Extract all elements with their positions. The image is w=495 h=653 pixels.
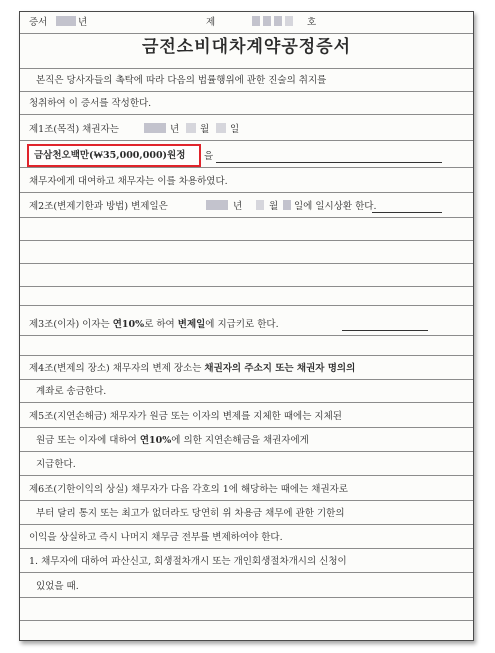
amount-suffix: 을: [204, 151, 214, 162]
article4-place: 채권자의 주소지 또는 채권자 명의의: [204, 363, 356, 374]
article3-text: [29, 318, 279, 332]
article5-line3: 지급한다.: [36, 459, 76, 470]
loan-amount: 금삼천오백만(₩35,000,000)원정: [34, 150, 186, 161]
article3-row: [20, 306, 473, 336]
article6-item1-line1: 1. 채무자에 대하여 파산신고, 회생절차개시 또는 개인회생절차개시의 신청이: [29, 556, 347, 567]
document-title: 금전소비대차계약공정증서: [141, 37, 352, 57]
article2-label: 제2조(변제기한과 방법) 변제일은: [29, 201, 168, 212]
article1-year-redacted: [144, 123, 166, 137]
article6-row-3: [20, 525, 473, 549]
article2-blank-line: [372, 212, 442, 213]
article1-cont-row: [20, 168, 473, 193]
article6-item1-line2: 있었을 때.: [36, 581, 79, 592]
article1-year: 년: [170, 124, 180, 135]
article5-rate: 연10%: [139, 435, 172, 446]
intro-text-2: 청취하여 이 증서를 작성한다.: [29, 98, 152, 109]
blank-line-1: [20, 218, 473, 241]
article4-line1: [29, 362, 355, 376]
blank-line-5: [20, 336, 473, 356]
article5-row-1: [20, 403, 473, 428]
article5-row-2: [20, 428, 473, 452]
article5-line2: [36, 434, 309, 448]
intro-text-1: 본직은 당사자들의 촉탁에 따라 다음의 법률행위에 관한 진술의 취지를: [36, 75, 327, 86]
article6-row-1: [20, 476, 473, 501]
article5-row-3: [20, 452, 473, 476]
amount-blank-line: [216, 162, 442, 163]
cert-year-suffix: 년: [78, 17, 88, 28]
article1-day-redacted: [216, 123, 226, 137]
cert-ho-label: 호: [307, 17, 317, 28]
article3-rate: 연10%: [112, 319, 145, 330]
article4-prefix: 제4조(변제의 장소) 채무자의 변제 장소는: [29, 363, 205, 374]
article3-middle: 로 하여: [144, 319, 178, 330]
article3-suffix: 에 지급키로 한다.: [205, 319, 279, 330]
article1-cont-text: 채무자에게 대여하고 채무자는 이를 차용하였다.: [29, 176, 228, 187]
article1-row: [20, 115, 473, 141]
article2-day-suffix: 일에 일시상환 한다.: [294, 201, 377, 212]
cert-label: 증서: [29, 17, 48, 28]
article6-line1: 제6조(기한이익의 상실) 채무자가 다음 각호의 1에 해당하는 때에는 채권자로: [29, 484, 348, 495]
article5-line1: 제5조(지연손해금) 채무자가 원금 또는 이자의 변제를 지체한 때에는 지체된: [29, 411, 342, 422]
article6-item1-row-2: [20, 573, 473, 598]
article4-row-1: [20, 356, 473, 380]
article2-year: 년: [233, 201, 243, 212]
cert-year-redacted: [56, 16, 76, 30]
article6-row-2: [20, 501, 473, 525]
header-row: [20, 12, 473, 34]
article2-row: [20, 193, 473, 218]
article2-year-redacted: [206, 200, 228, 214]
blank-line-6: [20, 598, 473, 621]
cert-no-label: 제: [206, 17, 216, 28]
article6-item1-row-1: [20, 549, 473, 573]
article4-row-2: [20, 380, 473, 403]
amount-row: [20, 141, 473, 168]
loan-amount-highlight: [27, 144, 201, 167]
article5-line2-prefix: 원금 또는 이자에 대하여: [36, 435, 140, 446]
article1-month-redacted: [186, 123, 196, 137]
article1-month: 월: [200, 124, 210, 135]
article2-month-redacted: [256, 200, 264, 214]
article1-day: 일: [230, 124, 240, 135]
cert-no-redacted: [252, 16, 293, 30]
article3-prefix: 제3조(이자) 이자는: [29, 319, 113, 330]
title-row: [20, 34, 473, 69]
article6-line2: 부터 달리 통지 또는 최고가 없더라도 당연히 위 차용금 채무에 관한 기한의: [36, 508, 345, 519]
article2-month: 월: [269, 201, 279, 212]
article3-payday: 변제일: [177, 319, 206, 330]
article2-day-redacted: [283, 200, 291, 214]
article3-blank-line: [342, 330, 428, 331]
blank-line-3: [20, 264, 473, 287]
blank-line-2: [20, 241, 473, 264]
intro-row-1: [20, 69, 473, 92]
article6-line3: 이익을 상실하고 즉시 나머지 채무금 전부를 변제하여야 한다.: [29, 532, 283, 543]
article1-label: 제1조(목적) 채권자는: [29, 124, 119, 135]
article5-line2-suffix: 에 의한 지연손해금을 채권자에게: [171, 435, 309, 446]
intro-row-2: [20, 92, 473, 115]
article4-line2: 계좌로 송금한다.: [36, 386, 107, 397]
blank-line-4: [20, 287, 473, 306]
notarial-deed-page: [19, 11, 474, 641]
